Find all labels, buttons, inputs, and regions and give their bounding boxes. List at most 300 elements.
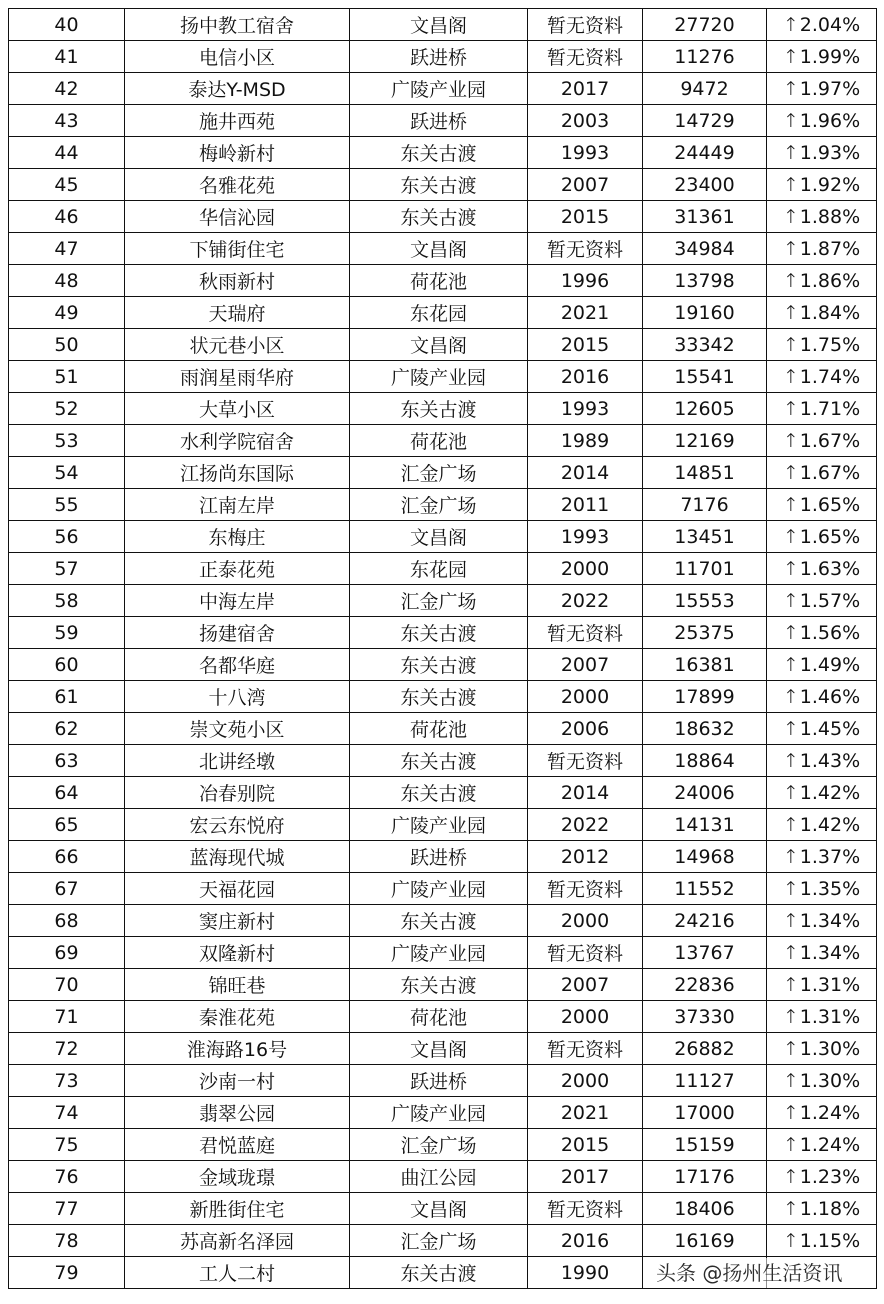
price-cell: 12605 (643, 393, 767, 425)
up-arrow-icon: ↑ (782, 1229, 799, 1252)
rank-cell: 68 (9, 905, 125, 937)
table-row (9, 1161, 877, 1193)
up-arrow-icon: ↑ (782, 1133, 799, 1156)
table-row (9, 137, 877, 169)
area-cell: 东花园 (350, 553, 528, 585)
community-name-cell: 天福花园 (125, 873, 350, 905)
price-cell: 24006 (643, 777, 767, 809)
change-value: 1.84% (799, 301, 861, 324)
area-cell: 东关古渡 (350, 617, 528, 649)
rank-cell: 45 (9, 169, 125, 201)
change-cell (767, 1033, 877, 1065)
change-cell (767, 553, 877, 585)
community-name-cell: 秋雨新村 (125, 265, 350, 297)
build-year-cell: 1993 (528, 393, 643, 425)
community-name-cell: 施井西苑 (125, 105, 350, 137)
area-cell: 广陵产业园 (350, 937, 528, 969)
community-name-cell: 金域珑璟 (125, 1161, 350, 1193)
rank-cell: 44 (9, 137, 125, 169)
build-year-cell: 暂无资料 (528, 41, 643, 73)
build-year-cell: 2016 (528, 1225, 643, 1257)
up-arrow-icon: ↑ (782, 909, 799, 932)
change-cell (767, 137, 877, 169)
change-cell (767, 265, 877, 297)
change-value: 1.46% (799, 685, 861, 708)
table-row (9, 809, 877, 841)
build-year-cell: 1989 (528, 425, 643, 457)
watermark: 头条 @扬州生活资讯 (652, 1258, 846, 1288)
up-arrow-icon: ↑ (782, 237, 799, 260)
rank-cell: 42 (9, 73, 125, 105)
area-cell: 文昌阁 (350, 1033, 528, 1065)
up-arrow-icon: ↑ (782, 365, 799, 388)
up-arrow-icon: ↑ (782, 749, 799, 772)
price-cell: 14729 (643, 105, 767, 137)
price-cell: 25375 (643, 617, 767, 649)
community-name-cell: 梅岭新村 (125, 137, 350, 169)
area-cell: 荷花池 (350, 713, 528, 745)
rank-cell: 52 (9, 393, 125, 425)
rank-cell: 72 (9, 1033, 125, 1065)
price-cell: 13798 (643, 265, 767, 297)
area-cell: 曲江公园 (350, 1161, 528, 1193)
table-row (9, 297, 877, 329)
rank-cell: 71 (9, 1001, 125, 1033)
community-name-cell: 锦旺巷 (125, 969, 350, 1001)
area-cell: 荷花池 (350, 1001, 528, 1033)
table-row (9, 1193, 877, 1225)
price-cell: 17899 (643, 681, 767, 713)
up-arrow-icon: ↑ (782, 1197, 799, 1220)
up-arrow-icon: ↑ (782, 941, 799, 964)
area-cell: 东关古渡 (350, 681, 528, 713)
table-row (9, 841, 877, 873)
change-cell (767, 713, 877, 745)
price-cell: 7176 (643, 489, 767, 521)
change-value: 1.97% (799, 77, 861, 100)
price-cell: 31361 (643, 201, 767, 233)
community-name-cell: 翡翠公园 (125, 1097, 350, 1129)
build-year-cell: 2000 (528, 1065, 643, 1097)
change-cell (767, 1193, 877, 1225)
table-row (9, 1097, 877, 1129)
up-arrow-icon: ↑ (782, 13, 799, 36)
area-cell: 东关古渡 (350, 393, 528, 425)
build-year-cell: 2017 (528, 1161, 643, 1193)
price-cell: 18864 (643, 745, 767, 777)
up-arrow-icon: ↑ (782, 45, 799, 68)
price-cell: 26882 (643, 1033, 767, 1065)
change-cell (767, 105, 877, 137)
table-row (9, 361, 877, 393)
table-row (9, 585, 877, 617)
change-cell (767, 841, 877, 873)
table-row (9, 457, 877, 489)
change-value: 1.15% (799, 1229, 861, 1252)
change-value: 1.99% (799, 45, 861, 68)
up-arrow-icon: ↑ (782, 333, 799, 356)
rank-cell: 75 (9, 1129, 125, 1161)
change-value: 1.92% (799, 173, 861, 196)
price-cell: 17000 (643, 1097, 767, 1129)
price-cell: 14968 (643, 841, 767, 873)
price-cell: 37330 (643, 1001, 767, 1033)
change-value: 1.96% (799, 109, 861, 132)
change-value: 1.34% (799, 941, 861, 964)
change-cell (767, 617, 877, 649)
up-arrow-icon: ↑ (782, 621, 799, 644)
change-value: 1.30% (799, 1069, 861, 1092)
build-year-cell: 2003 (528, 105, 643, 137)
community-name-cell: 工人二村 (125, 1257, 350, 1289)
table-row (9, 521, 877, 553)
up-arrow-icon: ↑ (782, 1101, 799, 1124)
rank-cell: 55 (9, 489, 125, 521)
up-arrow-icon: ↑ (782, 589, 799, 612)
area-cell: 跃进桥 (350, 41, 528, 73)
change-cell (767, 809, 877, 841)
table-row (9, 1001, 877, 1033)
change-cell (767, 585, 877, 617)
community-name-cell: 扬建宿舍 (125, 617, 350, 649)
build-year-cell: 2014 (528, 777, 643, 809)
change-cell (767, 777, 877, 809)
change-cell (767, 73, 877, 105)
change-value: 1.56% (799, 621, 861, 644)
table-row (9, 1129, 877, 1161)
rank-cell: 63 (9, 745, 125, 777)
community-name-cell: 东梅庄 (125, 521, 350, 553)
community-name-cell: 正泰花苑 (125, 553, 350, 585)
up-arrow-icon: ↑ (782, 845, 799, 868)
rank-cell: 53 (9, 425, 125, 457)
change-cell (767, 649, 877, 681)
table-row (9, 329, 877, 361)
build-year-cell: 2000 (528, 1001, 643, 1033)
area-cell: 东花园 (350, 297, 528, 329)
change-cell (767, 937, 877, 969)
change-value: 1.75% (799, 333, 861, 356)
rank-cell: 64 (9, 777, 125, 809)
rank-cell: 79 (9, 1257, 125, 1289)
change-cell (767, 489, 877, 521)
area-cell: 汇金广场 (350, 1225, 528, 1257)
build-year-cell: 2000 (528, 553, 643, 585)
price-cell: 11552 (643, 873, 767, 905)
area-cell: 东关古渡 (350, 169, 528, 201)
price-cell: 22836 (643, 969, 767, 1001)
change-cell (767, 41, 877, 73)
build-year-cell: 暂无资料 (528, 1193, 643, 1225)
change-cell (767, 297, 877, 329)
change-cell (767, 681, 877, 713)
build-year-cell: 2000 (528, 681, 643, 713)
change-cell (767, 329, 877, 361)
area-cell: 东关古渡 (350, 969, 528, 1001)
area-cell: 广陵产业园 (350, 809, 528, 841)
change-value: 1.23% (799, 1165, 861, 1188)
area-cell: 东关古渡 (350, 649, 528, 681)
community-name-cell: 泰达Y-MSD (125, 73, 350, 105)
table-row (9, 969, 877, 1001)
community-name-cell: 蓝海现代城 (125, 841, 350, 873)
rank-cell: 62 (9, 713, 125, 745)
change-cell (767, 1225, 877, 1257)
build-year-cell: 2021 (528, 297, 643, 329)
up-arrow-icon: ↑ (782, 429, 799, 452)
price-cell: 15553 (643, 585, 767, 617)
price-cell: 16169 (643, 1225, 767, 1257)
area-cell: 广陵产业园 (350, 873, 528, 905)
community-name-cell: 沙南一村 (125, 1065, 350, 1097)
price-cell: 34984 (643, 233, 767, 265)
community-name-cell: 电信小区 (125, 41, 350, 73)
change-cell (767, 905, 877, 937)
area-cell: 跃进桥 (350, 105, 528, 137)
rank-cell: 57 (9, 553, 125, 585)
change-value: 2.04% (799, 13, 861, 36)
community-name-cell: 下铺街住宅 (125, 233, 350, 265)
rank-cell: 74 (9, 1097, 125, 1129)
change-value: 1.34% (799, 909, 861, 932)
rank-cell: 65 (9, 809, 125, 841)
area-cell: 文昌阁 (350, 9, 528, 41)
table-row (9, 489, 877, 521)
area-cell: 跃进桥 (350, 1065, 528, 1097)
build-year-cell: 2007 (528, 649, 643, 681)
table-row (9, 1033, 877, 1065)
rank-cell: 59 (9, 617, 125, 649)
change-cell (767, 1001, 877, 1033)
build-year-cell: 1993 (528, 137, 643, 169)
rank-cell: 70 (9, 969, 125, 1001)
area-cell: 广陵产业园 (350, 73, 528, 105)
rank-cell: 48 (9, 265, 125, 297)
table-row (9, 649, 877, 681)
community-name-cell: 秦淮花苑 (125, 1001, 350, 1033)
up-arrow-icon: ↑ (782, 397, 799, 420)
rank-cell: 46 (9, 201, 125, 233)
change-value: 1.86% (799, 269, 861, 292)
area-cell: 文昌阁 (350, 233, 528, 265)
change-value: 1.88% (799, 205, 861, 228)
rank-cell: 69 (9, 937, 125, 969)
table-row (9, 425, 877, 457)
ranking-table (8, 8, 877, 1289)
change-value: 1.35% (799, 877, 861, 900)
area-cell: 跃进桥 (350, 841, 528, 873)
area-cell: 广陵产业园 (350, 1097, 528, 1129)
area-cell: 东关古渡 (350, 137, 528, 169)
community-name-cell: 冶春别院 (125, 777, 350, 809)
rank-cell: 41 (9, 41, 125, 73)
community-name-cell: 江南左岸 (125, 489, 350, 521)
build-year-cell: 2022 (528, 585, 643, 617)
up-arrow-icon: ↑ (782, 141, 799, 164)
price-cell: 24216 (643, 905, 767, 937)
up-arrow-icon: ↑ (782, 301, 799, 324)
up-arrow-icon: ↑ (782, 781, 799, 804)
change-value: 1.24% (799, 1133, 861, 1156)
change-value: 1.63% (799, 557, 861, 580)
community-name-cell: 华信沁园 (125, 201, 350, 233)
price-cell: 17176 (643, 1161, 767, 1193)
area-cell: 汇金广场 (350, 489, 528, 521)
area-cell: 荷花池 (350, 265, 528, 297)
rank-cell: 51 (9, 361, 125, 393)
rank-cell: 58 (9, 585, 125, 617)
change-value: 1.30% (799, 1037, 861, 1060)
build-year-cell: 2022 (528, 809, 643, 841)
up-arrow-icon: ↑ (782, 461, 799, 484)
rank-cell: 76 (9, 1161, 125, 1193)
area-cell: 文昌阁 (350, 329, 528, 361)
price-cell: 15159 (643, 1129, 767, 1161)
change-cell (767, 521, 877, 553)
change-value: 1.93% (799, 141, 861, 164)
price-cell: 19160 (643, 297, 767, 329)
rank-cell: 50 (9, 329, 125, 361)
rank-cell: 56 (9, 521, 125, 553)
table-row (9, 1225, 877, 1257)
area-cell: 文昌阁 (350, 521, 528, 553)
up-arrow-icon: ↑ (782, 557, 799, 580)
community-name-cell: 宏云东悦府 (125, 809, 350, 841)
up-arrow-icon: ↑ (782, 269, 799, 292)
table-row (9, 937, 877, 969)
community-name-cell: 名都华庭 (125, 649, 350, 681)
community-name-cell: 状元巷小区 (125, 329, 350, 361)
rank-cell: 40 (9, 9, 125, 41)
community-name-cell: 北讲经墩 (125, 745, 350, 777)
change-cell (767, 1097, 877, 1129)
table-row (9, 169, 877, 201)
up-arrow-icon: ↑ (782, 717, 799, 740)
community-name-cell: 君悦蓝庭 (125, 1129, 350, 1161)
table-row (9, 681, 877, 713)
price-cell: 13451 (643, 521, 767, 553)
up-arrow-icon: ↑ (782, 525, 799, 548)
change-cell (767, 1161, 877, 1193)
area-cell: 汇金广场 (350, 1129, 528, 1161)
change-value: 1.74% (799, 365, 861, 388)
price-cell: 15541 (643, 361, 767, 393)
table-row (9, 265, 877, 297)
change-value: 1.67% (799, 429, 861, 452)
build-year-cell: 暂无资料 (528, 9, 643, 41)
build-year-cell: 暂无资料 (528, 1033, 643, 1065)
change-cell (767, 457, 877, 489)
table-row (9, 745, 877, 777)
build-year-cell: 2012 (528, 841, 643, 873)
change-value: 1.57% (799, 589, 861, 612)
table-row (9, 873, 877, 905)
build-year-cell: 暂无资料 (528, 873, 643, 905)
change-cell (767, 393, 877, 425)
price-cell: 13767 (643, 937, 767, 969)
price-cell: 9472 (643, 73, 767, 105)
table-body (9, 9, 877, 1289)
table-row (9, 905, 877, 937)
price-cell: 33342 (643, 329, 767, 361)
build-year-cell: 2021 (528, 1097, 643, 1129)
build-year-cell: 1990 (528, 1257, 643, 1289)
table-row (9, 9, 877, 41)
community-name-cell: 雨润星雨华府 (125, 361, 350, 393)
change-value: 1.24% (799, 1101, 861, 1124)
build-year-cell: 2006 (528, 713, 643, 745)
change-cell (767, 873, 877, 905)
community-name-cell: 淮海路16号 (125, 1033, 350, 1065)
change-value: 1.87% (799, 237, 861, 260)
rank-cell: 60 (9, 649, 125, 681)
price-cell: 24449 (643, 137, 767, 169)
rank-cell: 49 (9, 297, 125, 329)
price-cell: 18406 (643, 1193, 767, 1225)
change-value: 1.42% (799, 781, 861, 804)
up-arrow-icon: ↑ (782, 493, 799, 516)
area-cell: 文昌阁 (350, 1193, 528, 1225)
price-cell: 14851 (643, 457, 767, 489)
change-value: 1.65% (799, 525, 861, 548)
rank-cell: 43 (9, 105, 125, 137)
area-cell: 汇金广场 (350, 585, 528, 617)
change-value: 1.18% (799, 1197, 861, 1220)
area-cell: 东关古渡 (350, 777, 528, 809)
up-arrow-icon: ↑ (782, 173, 799, 196)
build-year-cell: 2015 (528, 201, 643, 233)
community-name-cell: 双隆新村 (125, 937, 350, 969)
build-year-cell: 2016 (528, 361, 643, 393)
table-row (9, 777, 877, 809)
rank-cell: 61 (9, 681, 125, 713)
build-year-cell: 1996 (528, 265, 643, 297)
up-arrow-icon: ↑ (782, 973, 799, 996)
community-name-cell: 窦庄新村 (125, 905, 350, 937)
area-cell: 荷花池 (350, 425, 528, 457)
build-year-cell: 2015 (528, 1129, 643, 1161)
build-year-cell: 暂无资料 (528, 937, 643, 969)
change-cell (767, 745, 877, 777)
table-row (9, 73, 877, 105)
change-value: 1.65% (799, 493, 861, 516)
community-name-cell: 扬中教工宿舍 (125, 9, 350, 41)
price-cell: 11127 (643, 1065, 767, 1097)
up-arrow-icon: ↑ (782, 109, 799, 132)
change-value: 1.37% (799, 845, 861, 868)
change-value: 1.31% (799, 1005, 861, 1028)
area-cell: 东关古渡 (350, 1257, 528, 1289)
change-cell (767, 169, 877, 201)
change-value: 1.49% (799, 653, 861, 676)
change-cell (767, 201, 877, 233)
rank-cell: 47 (9, 233, 125, 265)
table-row (9, 41, 877, 73)
community-name-cell: 大草小区 (125, 393, 350, 425)
price-cell: 27720 (643, 9, 767, 41)
up-arrow-icon: ↑ (782, 1165, 799, 1188)
change-value: 1.67% (799, 461, 861, 484)
price-cell: 11276 (643, 41, 767, 73)
up-arrow-icon: ↑ (782, 1069, 799, 1092)
price-cell: 18632 (643, 713, 767, 745)
table-row (9, 617, 877, 649)
build-year-cell: 2015 (528, 329, 643, 361)
price-cell: 16381 (643, 649, 767, 681)
area-cell: 广陵产业园 (350, 361, 528, 393)
change-value: 1.43% (799, 749, 861, 772)
community-name-cell: 天瑞府 (125, 297, 350, 329)
